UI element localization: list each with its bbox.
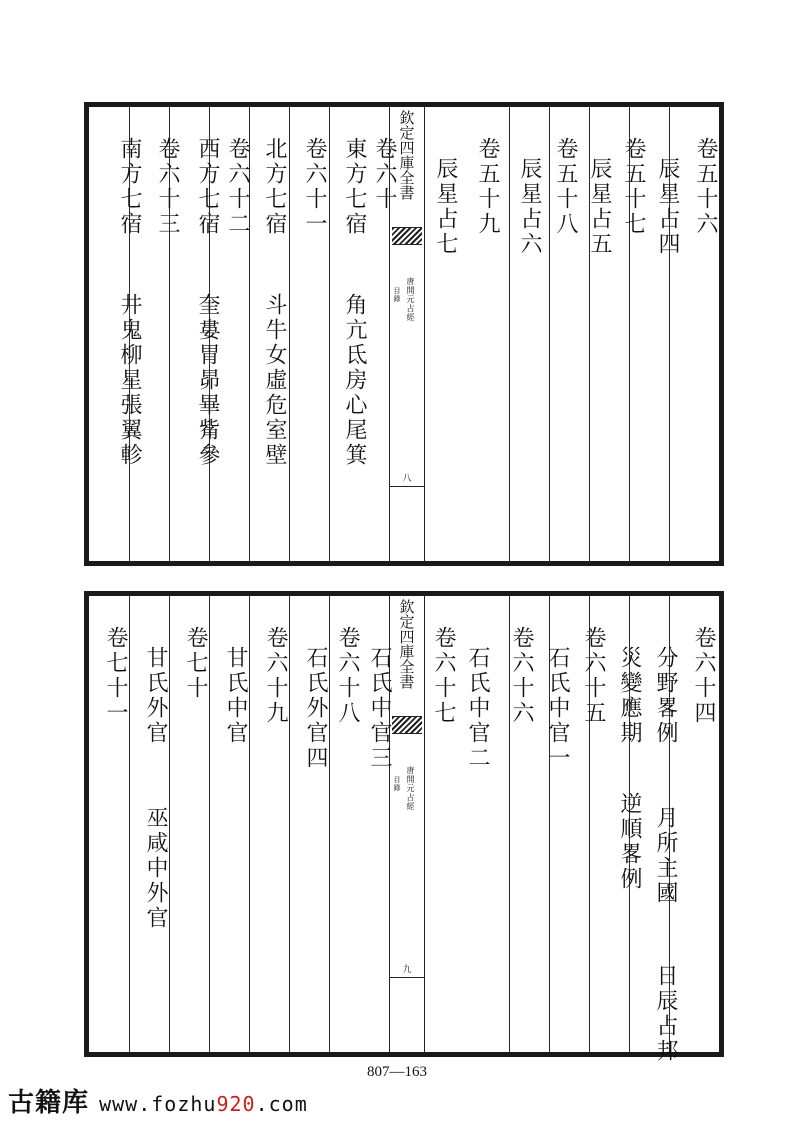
toc-volume: 卷七十一 xyxy=(103,626,128,726)
toc-entry: 災變應期 xyxy=(617,646,642,746)
toc-entry: 月所主國 xyxy=(653,806,678,906)
page-number: 807—163 xyxy=(367,1064,427,1080)
toc-heading: 西方七宿 xyxy=(195,137,220,237)
toc-volume: 卷五十八 xyxy=(553,137,578,237)
toc-entry: 石氏中官一 xyxy=(545,646,570,771)
toc-entry: 角亢氐房心尾箕 xyxy=(342,293,367,468)
toc-volume: 卷六十六 xyxy=(509,626,534,726)
toc-entry: 辰星占四 xyxy=(655,157,680,257)
toc-entry: 分野畧例 xyxy=(653,646,678,746)
toc-volume: 卷六十二 xyxy=(225,137,250,237)
toc-entry: 斗牛女虛危室壁 xyxy=(262,293,287,468)
toc-entry: 巫咸中外官 xyxy=(143,806,168,931)
work-title: 唐開元占經 xyxy=(406,766,415,811)
toc-volume: 卷六十四 xyxy=(691,626,716,726)
toc-entry: 甘氏外官 xyxy=(143,646,168,746)
section-title: 目錄 xyxy=(393,776,401,792)
toc-entry: 石氏外官四 xyxy=(303,646,328,771)
toc-volume: 卷六十 xyxy=(372,137,397,212)
toc-volume: 卷六十九 xyxy=(263,626,288,726)
leaf-number: 八 xyxy=(390,471,424,487)
top-page-frame xyxy=(84,102,724,566)
toc-volume: 卷五十九 xyxy=(475,137,500,237)
work-title: 唐開元占經 xyxy=(406,277,415,322)
section-title: 目錄 xyxy=(393,287,401,303)
fishtail-ornament xyxy=(392,227,422,245)
center-fold xyxy=(389,107,425,561)
book-title: 欽 定 四 庫 全 書 xyxy=(399,598,415,691)
book-title: 欽 定 四 庫 全 書 xyxy=(399,109,415,202)
toc-entry: 石氏中官三 xyxy=(367,646,392,771)
bottom-page-frame xyxy=(84,591,724,1064)
toc-volume: 卷五十六 xyxy=(693,137,718,237)
toc-entry: 逆順畧例 xyxy=(617,792,642,892)
center-fold xyxy=(389,596,425,1052)
watermark-site-name: 古籍库 xyxy=(8,1088,90,1118)
toc-entry: 辰星占五 xyxy=(587,157,612,257)
toc-entry: 奎婁胃昴畢觜參 xyxy=(195,293,220,468)
toc-entry: 石氏中官二 xyxy=(465,646,490,771)
fishtail-ornament xyxy=(392,716,422,734)
toc-entry: 日辰占邦 xyxy=(653,964,678,1064)
toc-volume: 卷六十一 xyxy=(302,137,327,237)
toc-heading: 南方七宿 xyxy=(117,137,142,237)
toc-heading: 北方七宿 xyxy=(262,137,287,237)
toc-volume: 卷五十七 xyxy=(621,137,646,237)
toc-entry: 辰星占七 xyxy=(433,157,458,257)
site-watermark xyxy=(8,1082,308,1119)
toc-volume: 卷六十三 xyxy=(155,137,180,237)
toc-entry: 甘氏中官 xyxy=(223,646,248,746)
toc-volume: 卷六十五 xyxy=(581,626,606,726)
leaf-number: 九 xyxy=(390,962,424,978)
toc-heading: 東方七宿 xyxy=(342,137,367,237)
toc-volume: 卷六十八 xyxy=(335,626,360,726)
toc-volume: 卷六十七 xyxy=(431,626,456,726)
toc-entry: 辰星占六 xyxy=(517,157,542,257)
watermark-url: www.fozhu920.com xyxy=(99,1092,308,1116)
toc-volume: 卷七十 xyxy=(183,626,208,701)
toc-entry: 井鬼柳星張翼軫 xyxy=(117,293,142,468)
